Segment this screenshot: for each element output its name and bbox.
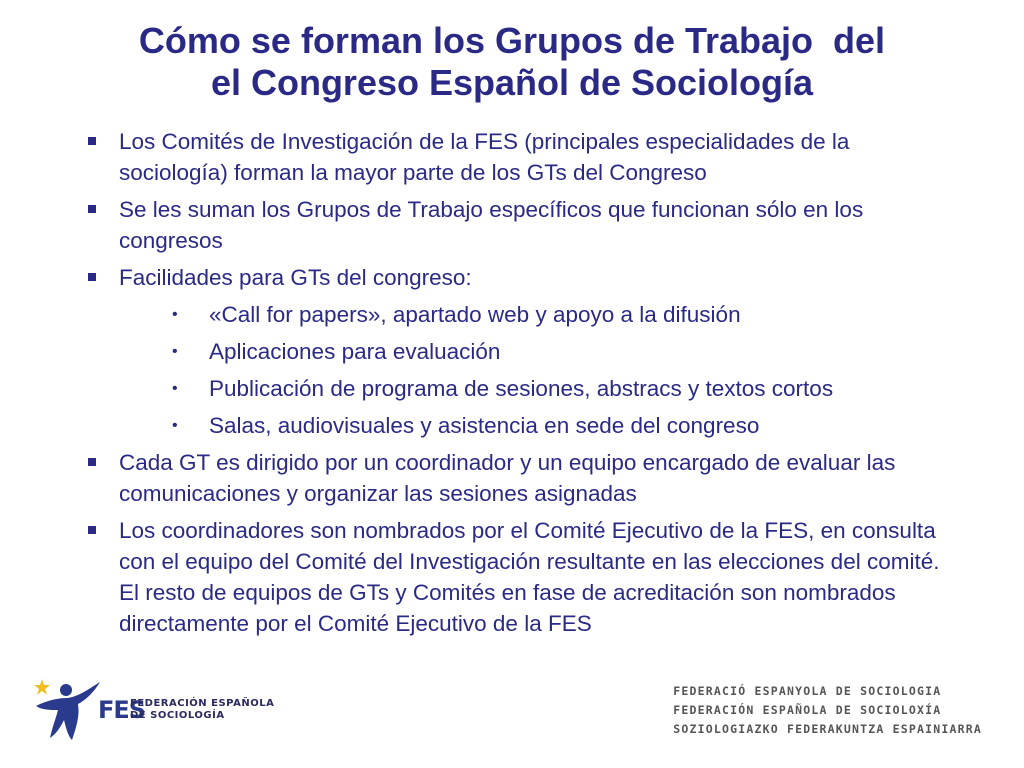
sub-bullet-text: Salas, audiovisuales y asistencia en sede del congreso [209,413,760,438]
square-bullet-icon [88,205,96,213]
bullet-list [88,126,948,645]
sub-bullet-item [88,373,948,404]
slide-title-line-1: Cómo se forman los Grupos de Trabajo del [138,20,886,61]
dot-bullet-icon: • [172,380,178,397]
bullet-text: Cada GT es dirigido por un coordinador y un equipo encargado de evaluar las comunicaciones y organizar las sesiones asignadas [119,450,896,506]
square-bullet-icon [88,526,96,534]
sub-bullet-item [88,299,948,330]
bullet-text: Facilidades para GTs del congreso: [119,265,472,290]
footer-line-1: FEDERACIÓ ESPANYOLA DE SOCIOLOGIA [673,684,942,698]
star-icon [34,679,50,695]
square-bullet-icon [88,458,96,466]
sub-bullet-item [88,336,948,367]
bullet-text: Los coordinadores son nombrados por el Comité Ejecutivo de la FES, en consulta con el equipo del Comité del Investigación resultante en las elecciones del comité. El resto de equipos de GTs y Comités en fase de acreditación son nombrados directamente por el Comité Ejecutivo de la FES [119,518,940,636]
sub-bullet-text: «Call for papers», apartado web y apoyo a la difusión [209,302,741,327]
square-bullet-icon [88,137,96,145]
dot-bullet-icon: • [172,417,178,434]
footer-line-3: SOZIOLOGIAZKO FEDERAKUNTZA ESPAINIARRA [673,722,982,736]
bullet-item [88,126,948,188]
footer-federation-names [673,682,982,739]
footer-line-2: FEDERACIÓN ESPAÑOLA DE SOCIOLOXÍA [673,703,942,717]
fes-logo-abbr: FES [98,696,146,724]
slide-title [60,20,964,104]
bullet-item [88,515,948,639]
bullet-item [88,194,948,256]
bullet-item [88,447,948,509]
bullet-text: Se les suman los Grupos de Trabajo específicos que funcionan sólo en los congresos [119,197,864,253]
fes-logo-name-line-2: DE SOCIOLOGÍA [130,710,225,721]
sub-bullet-text: Publicación de programa de sesiones, abstracs y textos cortos [209,376,834,401]
bullet-text: Los Comités de Investigación de la FES (principales especialidades de la sociología) forman la mayor parte de los GTs del Congreso [119,129,850,185]
dot-bullet-icon: • [172,343,178,360]
square-bullet-icon [88,273,96,281]
fes-logo-name-line-1: FEDERACIÓN ESPAÑOLA [130,698,275,709]
bullet-item [88,262,948,293]
sub-bullet-item [88,410,948,441]
fes-logo-name [130,698,274,722]
sub-bullet-text: Aplicaciones para evaluación [209,339,501,364]
slide-title-line-2: el Congreso Español de Sociología [210,62,814,103]
dot-bullet-icon: • [172,306,178,323]
